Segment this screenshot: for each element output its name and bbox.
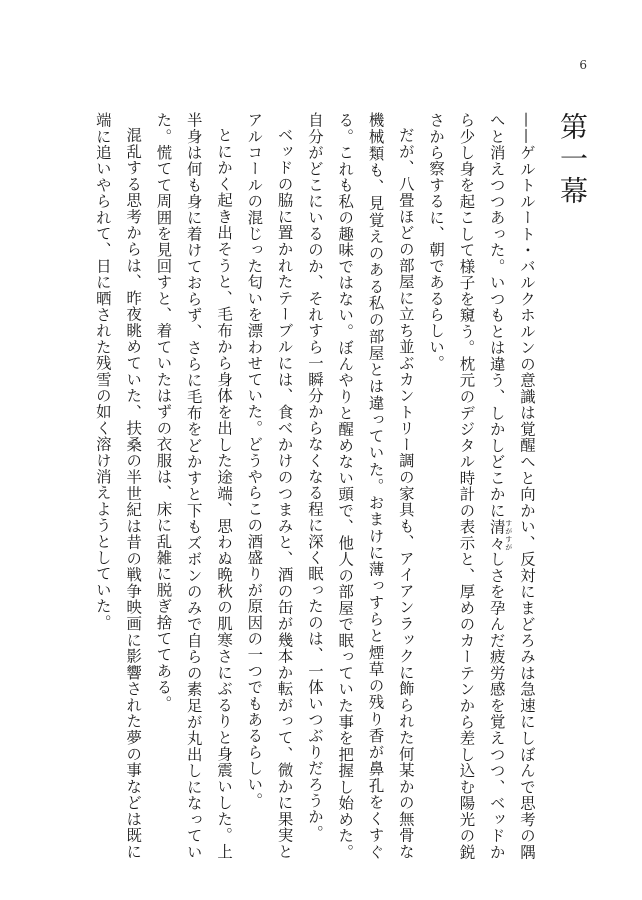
furigana-sugasuga	[487, 518, 513, 552]
paragraph-5: 混乱する思考からは、昨夜眺めていた、扶桑の半世紀は昔の戦争映画に影響された夢の事などは既に端に追いやられて、日に晒された残雪の如く溶け消えようとしていた。	[93, 112, 143, 860]
body-text	[42, 112, 542, 860]
paragraph-1	[421, 112, 542, 860]
paragraph-1-part-2: しさを孕んだ疲労感を覚えつつ、ベッドから少し身を起こして様子を窺う。枕元のデジタル時計の表示と、厚めのカーテンから差し込む陽光の鋭さから察するに、朝であるらしい。	[427, 112, 506, 860]
ruby-base: 清々	[487, 518, 506, 552]
paragraph-1-part-1: ——ゲルトルート・バルクホルンの意識は覚醒へと向かい、反対にまどろみは急速にしぼんで思考の隅へと消えつつあった。いつもとは違う、しかしどこかに	[487, 112, 536, 860]
paragraph-2: だが、八畳ほどの部屋に立ち並ぶカントリー調の家具も、アイアンラックに飾られた何某かの無骨な機械類も、見覚えのある私の部屋とは違っていた。おまけに薄っすらと煙草の残り香が鼻孔をくすぐる。これも私の趣味ではない。ぼんやりと醒めない頭で、他人の部屋で眠っていた事を把握し始めた。自分がどこにいるのか、それすら一瞬分からなくなる程に深く眠ったのは、一体いつぶりだろうか。	[305, 112, 415, 860]
paragraph-3: ベッドの脇に置かれたテーブルには、食べかけのつまみと、酒の缶が幾本か転がって、微かに果実とアルコールの混じった匂いを漂わせていた。どうやらこの酒盛りが原因の一つでもあるらしい。	[245, 112, 294, 860]
page-number: 6	[579, 58, 587, 72]
paragraph-4: とにかく起き出そうと、毛布から身体を出した途端、思わぬ晩秋の肌寒さにぶるりと身震いした。上半身は何も身に着けておらず、さらに毛布をどかすと下もズボンのみで自らの素足が丸出しになっていた。慌てて周囲を見回すと、着ていたはずの衣服は、床に乱雑に脱ぎ捨ててある。	[154, 112, 234, 860]
chapter-title: 第一幕	[556, 112, 589, 208]
ruby-reading: すがすが	[504, 518, 513, 552]
